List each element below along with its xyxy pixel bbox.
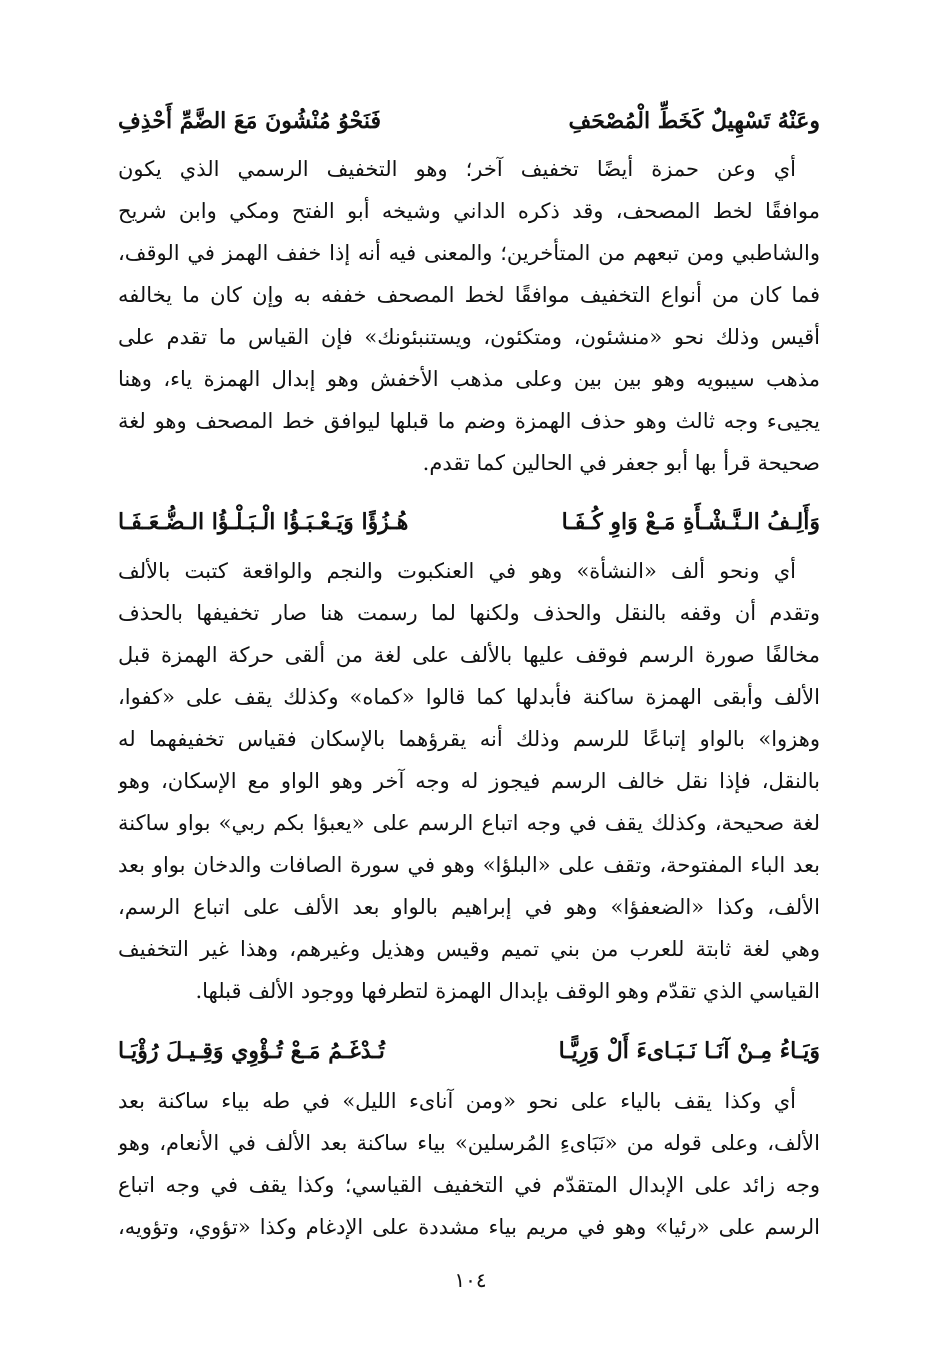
page-number: ١٠٤ [454, 1268, 487, 1292]
paragraph-line: الألف، وعلى قوله من «نَبَاىءِ المُرسلين» بياء ساكنة بعد الألف في الأنعام، وهو [118, 1131, 820, 1155]
paragraph-line: الرسم على «رئيا» وهو في مريم بياء مشددة على الإدغام وكذا «تؤوي، وتؤويه، [118, 1215, 820, 1239]
verse-1-second-hemistich: فَنَحْوُ مُنْشُونَ مَعَ الضَّمِّ أَحْذِفِ [118, 108, 382, 134]
paragraph-line: بعد الباء المفتوحة، وتقف على «البلؤا» وهو في سورة الصافات والدخان بواو بعد [118, 853, 820, 877]
paragraph-line: مخالفًا صورة الرسم فوقف عليها بالألف على لغة من ألقى حركة الهمزة قبل [118, 643, 820, 667]
paragraph-1 [118, 148, 820, 484]
paragraph-line: أقيس وذلك نحو «منشئون، ومتكئون، ويستنبئونك» فإن القياس ما تقدم على [118, 325, 820, 349]
paragraph-line: صحيحة قرأ بها أبو جعفر في الحالين كما تقدم. [422, 451, 820, 475]
verse-3 [118, 1031, 820, 1071]
verse-2 [118, 502, 820, 542]
paragraph-line: الألف وأبقى الهمزة ساكنة فأبدلها كما قالوا «كماه» وكذلك يقف على «كفوا، [118, 685, 820, 709]
paragraph-line: موافقًا لخط المصحف، وقد ذكره الداني وشيخه أبو الفتح ومكي وابن شريح [118, 199, 820, 223]
paragraph-3 [118, 1080, 820, 1248]
paragraph-line: القياسي الذي تقدّم وهو الوقف بإبدال الهمزة لتطرفها ووجود الألف قبلها. [195, 979, 820, 1003]
paragraph-line: بالنقل، فإذا نقل خالف الرسم فيجوز له وجه آخر وهو الواو مع الإسكان، وهو [118, 769, 820, 793]
paragraph-line: يجيىء وجه ثالث وهو حذف الهمزة وضم ما قبلها ليوافق خط المصحف وهو لغة [118, 409, 820, 433]
paragraph-2 [118, 550, 820, 1012]
verse-3-second-hemistich: تُـدْغَـمُ مَـعْ تُـؤْوِي وَقِـيـلَ رُؤْيَـا [118, 1038, 385, 1064]
paragraph-line: الألف، وكذا «الضعفؤا» وهو في إبراهيم بالواو بعد الألف على اتباع الرسم، [118, 895, 820, 919]
paragraph-line: فما كان من أنواع التخفيف موافقًا لخط المصحف خففه به وإن كان ما يخالفه [118, 283, 820, 307]
verse-2-first-hemistich: وَأَلِـفُ الـنَّـشْـأَةِ مَـعْ وَاوِ كُـفَـا [561, 509, 820, 535]
paragraph-line: والشاطبي ومن تبعهم من المتأخرين؛ والمعنى فيه أنه إذا خفف الهمز في الوقف، [118, 241, 820, 265]
paragraph-line: وجه زائد على الإبدال المتقدّم في التخفيف القياسي؛ وكذا يقف في وجه اتباع [118, 1173, 820, 1197]
paragraph-line: أي وكذا يقف بالياء على نحو «ومن آناىء الليل» في طه بياء ساكنة بعد [118, 1089, 796, 1113]
paragraph-line: وهي لغة ثابتة للعرب من بني تميم وقيس وهذيل وغيرهم، وهذا غير التخفيف [118, 937, 820, 961]
paragraph-line: مذهب سيبويه وهو بين بين وعلى مذهب الأخفش وهو إبدال الهمزة ياء، وهنا [118, 367, 820, 391]
verse-2-second-hemistich: هُـزُؤًا وَيَـعْـبَـؤُا الْـبَـلْـؤُا الـضُّـعَـفَـا [118, 509, 409, 535]
verse-1-first-hemistich: وعَنْهُ تَسْهِيلٌ كَخَطِّ الْمُصْحَفِ [568, 108, 820, 134]
paragraph-line: وتقدم أن وقفه بالنقل والحذف ولكنها لما رسمت هنا صار تخفيفها بالحذف [118, 601, 820, 625]
verse-1 [118, 101, 820, 141]
paragraph-line: أي ونحو ألف «النشأة» وهو في العنكبوت والنجم والواقعة كتبت بالألف [118, 559, 796, 583]
verse-3-first-hemistich: وَيَـاءُ مِـنْ آنَـا نَـبَـاىءَ أَلْ وَرِيًّـا [558, 1038, 820, 1064]
paragraph-line: أي وعن حمزة أيضًا تخفيف آخر؛ وهو التخفيف الرسمي الذي يكون [118, 157, 796, 181]
paragraph-line: وهزوا» بالواو إتباعًا للرسم وذلك أنه يقرؤهما بالإسكان فقياس تخفيفهما له [118, 727, 820, 751]
paragraph-line: لغة صحيحة، وكذلك يقف في وجه اتباع الرسم على «يعبؤا بكم ربي» بواو ساكنة [118, 811, 820, 835]
